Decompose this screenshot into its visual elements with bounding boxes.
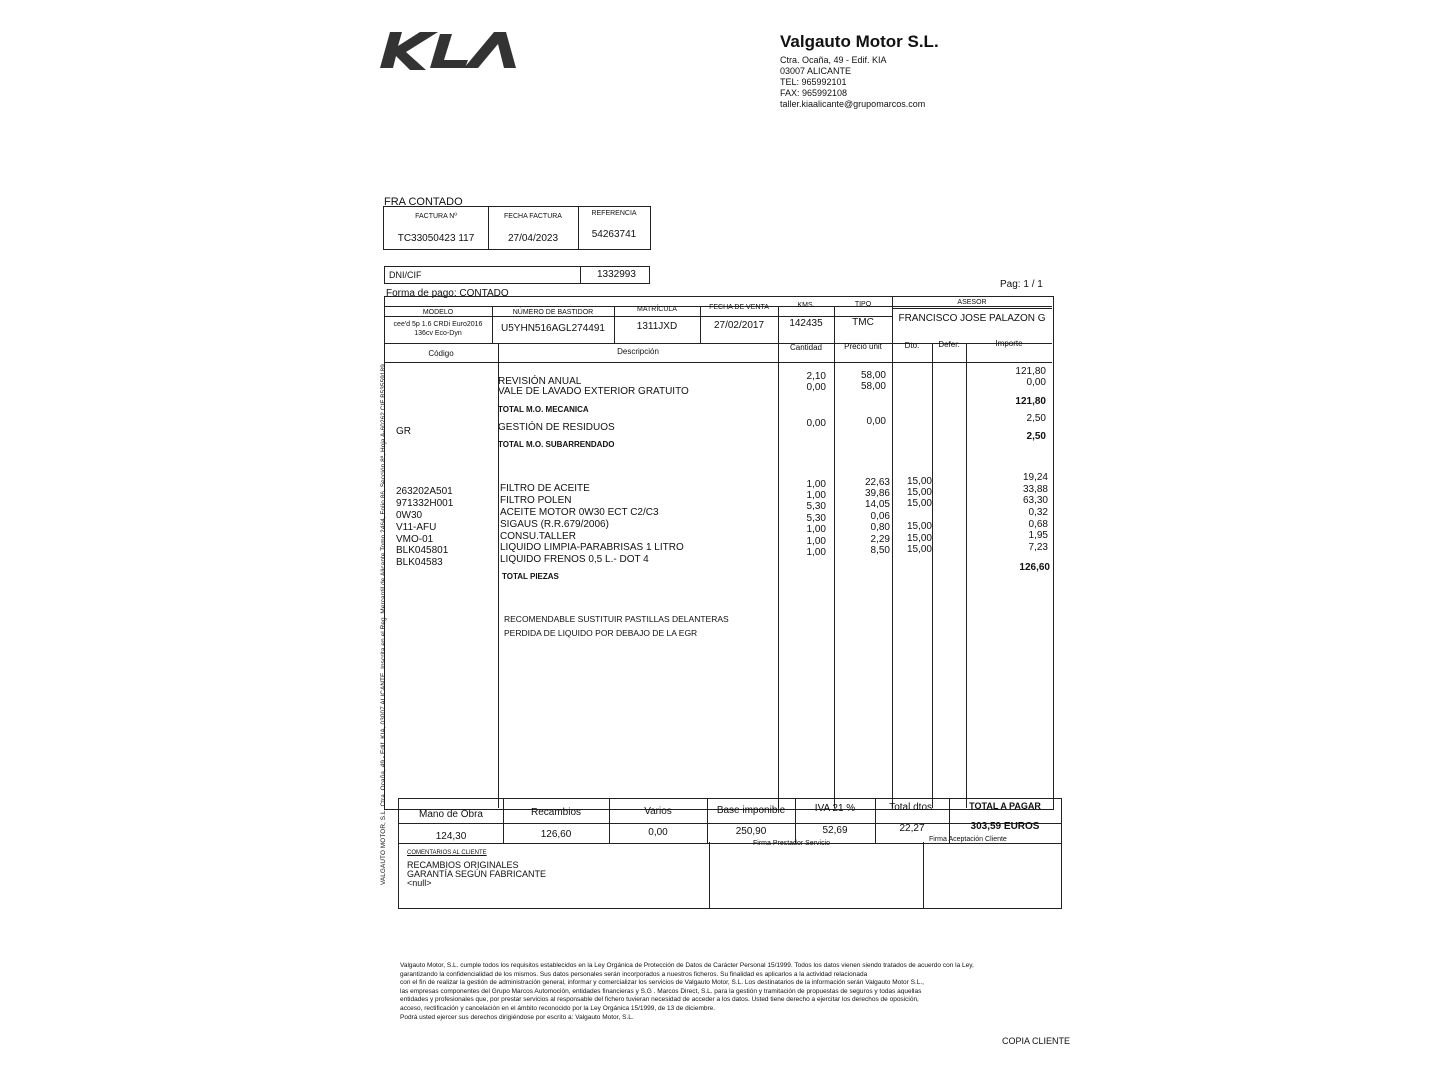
referencia-cell [578, 207, 650, 249]
referencia-label: REFERENCIA [591, 210, 637, 217]
line-description: REVISIÓN ANUAL [498, 376, 582, 387]
dni-separator [580, 267, 581, 283]
fecha-venta-value: 27/02/2017 [713, 320, 765, 331]
line-code: 0W30 [396, 510, 423, 521]
line-discount: 15,00 [906, 533, 932, 544]
legal-line: las empresas componentes del Grupo Marcos Automoción, entidades financieras y S.G . Marcos Direct, S.L. para la gestión y tramitación de propuestas de seguros y todas aquellas [400, 987, 922, 995]
line-price: 0,80 [870, 522, 890, 533]
sub-total: 2,50 [1026, 431, 1046, 442]
legal-line: Valgauto Motor, S.L. cumple todos los requisitos establecidos en la Ley Orgánica de Protección de Datos de Carácter Personal 15/1999. Todos los datos vienen siendo tratados de acuerdo con la Ley, [400, 962, 974, 969]
line-description: ACEITE MOTOR 0W30 ECT C2/C3 [500, 507, 659, 518]
line-price: 39,86 [864, 488, 890, 499]
line-price: 58,00 [860, 381, 886, 392]
matricula-value: 1311JXD [636, 321, 678, 332]
line-amount: 2,50 [1026, 413, 1046, 424]
line-qty: 1,00 [806, 524, 826, 535]
line-amount: 1,95 [1028, 530, 1048, 541]
line-amount: 7,23 [1028, 542, 1048, 553]
kms-value: 142435 [789, 318, 823, 329]
iva-amount: 52,69 [822, 825, 848, 836]
legal-line: entidades y profesionales que, por prestar servicios al responsable del fichero tuvieran necesidad de acceder a los datos. Usted tiene derecho a ejercitar los derechos de oposición, [400, 996, 919, 1004]
total-varios: 0,00 [648, 827, 668, 838]
fecha-value: 27/04/2023 [507, 233, 559, 244]
parts-total: 126,60 [1019, 562, 1050, 573]
line-amount: 0,00 [1026, 377, 1046, 388]
legal-line: Podrá usted ejercer sus derechos dirigiéndose por escrito a: Valgauto Motor, S.L. [400, 1013, 634, 1021]
line-price: 0,00 [866, 416, 886, 427]
invoice-lines-frame [384, 296, 1054, 810]
factura-number: TC33050423 117 [397, 233, 475, 244]
factura-label: FACTURA Nº [415, 213, 457, 220]
line-amount: 121,80 [1015, 366, 1046, 377]
total-varios-label: Varios [644, 806, 672, 817]
line-amount: 33,88 [1022, 484, 1048, 495]
legal-line: con el fin de realizar la gestión de administración general, informar y comercializar los servicios de Valgauto Motor, S.L. Los destinatarios de la información serán Valgauto Motor S.L., [400, 979, 924, 987]
line-price: 8,50 [870, 545, 890, 556]
company-phone: TEL: 965992101 [780, 77, 847, 87]
line-qty: 5,30 [806, 513, 826, 524]
total-a-pagar-label: TOTAL A PAGAR [969, 801, 1041, 811]
divider [892, 308, 1052, 309]
divider [778, 343, 779, 808]
line-description: FILTRO POLEN [500, 495, 572, 506]
divider [709, 842, 710, 908]
matricula-header: MATRÍCULA [637, 306, 677, 313]
mo-total: 121,80 [1015, 396, 1046, 407]
line-code: V11-AFU [396, 522, 437, 533]
mo-total-label: TOTAL M.O. MECANICA [498, 405, 589, 414]
col-precio: Precio unit [844, 342, 882, 351]
company-email: taller.kiaalicante@grupomarcos.com [780, 99, 926, 109]
service-note: RECOMENDABLE SUSTITUIR PASTILLAS DELANTERAS [504, 614, 729, 624]
modelo-header: MODELO [422, 309, 454, 316]
dni-value: 1332993 [597, 269, 636, 280]
line-description: VALE DE LAVADO EXTERIOR GRATUITO [498, 386, 689, 397]
dni-box [384, 266, 650, 284]
divider [384, 316, 892, 317]
col-cantidad: Cantidad [789, 343, 823, 352]
line-qty: 0,00 [806, 418, 826, 429]
line-code: BLK04583 [396, 557, 443, 568]
line-description: SIGAUS (R.R.679/2006) [500, 519, 609, 530]
line-qty: 0,00 [806, 382, 826, 393]
line-description: LIQUIDO LIMPIA-PARABRISAS 1 LITRO [500, 542, 684, 553]
line-description: FILTRO DE ACEITE [500, 483, 590, 494]
line-price: 0,06 [870, 511, 890, 522]
company-name: Valgauto Motor S.L. [780, 32, 939, 51]
tipo-value: TMC [852, 317, 874, 328]
line-discount: 15,00 [906, 476, 932, 487]
line-price: 14,05 [864, 499, 890, 510]
divider [923, 842, 924, 908]
company-address: Ctra. Ocaña, 49 - Edif. KIA [780, 55, 887, 65]
line-code: GR [396, 426, 411, 437]
line-code: VMO-01 [396, 534, 434, 545]
dni-label: DNI/CIF [389, 270, 422, 280]
col-codigo: Código [428, 349, 454, 358]
base-imponible: 250,90 [735, 826, 767, 837]
legal-line: acceso, rectificación y cancelación en el ámbito reconocido por la Ley Orgánica 15/1999, de 13 de diciembre. [400, 1004, 716, 1012]
kms-header: KMS. [797, 302, 815, 309]
line-code: 971332H001 [396, 498, 454, 509]
line-price: 58,00 [860, 370, 886, 381]
bastidor-value: U5YHN516AGL274491 [501, 323, 605, 334]
asesor-header: ASESOR [957, 299, 987, 306]
line-description: GESTIÓN DE RESIDUOS [498, 422, 615, 433]
asesor-value: FRANCISCO JOSE PALAZON G [898, 313, 1046, 324]
invoice-info-box [383, 206, 651, 250]
divider [932, 343, 933, 808]
modelo-value: cee'd 5p 1.6 CRDi Euro2016 [393, 321, 483, 328]
line-qty: 2,10 [806, 371, 826, 382]
divider [892, 343, 893, 808]
line-description: LIQUIDO FRENOS 0,5 L.- DOT 4 [500, 554, 649, 565]
company-city: 03007 ALICANTE [780, 66, 852, 76]
line-discount: 15,00 [906, 498, 932, 509]
line-amount: 0,32 [1028, 507, 1048, 518]
total-mano-obra-label: Mano de Obra [419, 809, 483, 820]
copy-label: COPIA CLIENTE [1002, 1036, 1071, 1046]
factura-cell [384, 207, 489, 249]
line-qty: 1,00 [806, 490, 826, 501]
fecha-label: FECHA FACTURA [504, 213, 562, 220]
total-recambios: 126,60 [540, 829, 572, 840]
total-dtos-label: Total dtos. [889, 802, 935, 813]
service-note: PERDIDA DE LIQUIDO POR DEBAJO DE LA EGR [504, 628, 698, 638]
tipo-header: TIPO [854, 301, 872, 308]
line-description: CONSU.TALLER [500, 531, 576, 542]
firma-cliente: Firma Aceptación Cliente [929, 836, 1007, 843]
kia-logo [376, 28, 520, 76]
firma-prestador: Firma Prestador Servicio [753, 840, 831, 847]
comment-line: RECAMBIOS ORIGINALES [407, 860, 519, 870]
col-descripcion: Descripción [617, 347, 659, 356]
line-qty: 1,00 [806, 547, 826, 558]
page-number: Pag: 1 / 1 [1000, 279, 1043, 290]
line-amount: 63,30 [1022, 495, 1048, 506]
line-price: 2,29 [870, 534, 890, 545]
line-discount: 15,00 [906, 487, 932, 498]
line-qty: 1,00 [806, 536, 826, 547]
payment-method: Forma de pago: CONTADO [386, 288, 509, 299]
base-imponible-label: Base imponible [716, 805, 786, 816]
legal-line: garantizando la confidencialidad de los mismos. Sus datos personales serán incorporados a nuestros ficheros. Su finalidad es aplicarlos a la actividad relacionada [400, 970, 868, 978]
total-dtos: 22,27 [899, 823, 925, 834]
parts-total-label: TOTAL PIEZAS [502, 572, 559, 581]
comment-line: GARANTÍA SEGÚN FABRICANTE [407, 869, 547, 879]
fecha-cell [488, 207, 579, 249]
registry-text: VALGAUTO MOTOR, S.L. Ctra. Ocaña, 49 - Edif. KIA, 03007 ALICANTE. Inscrita en el Reg. Mercantil de Alicante Tomo 2464, Folio 86, Sección 8ª, Hoja A-60262 CIF B53559189 [380, 364, 387, 885]
total-a-pagar: 303,59 EUROS [970, 821, 1040, 832]
line-qty: 1,00 [806, 479, 826, 490]
company-fax: FAX: 965992108 [780, 88, 848, 98]
col-defer: Defer. [938, 340, 960, 349]
modelo-value-2: 136cv Eco-Dyn [414, 330, 462, 337]
comment-line: <null> [407, 878, 432, 888]
fecha-venta-header: FECHA DE VENTA [709, 304, 769, 311]
iva-label: IVA 21 % [814, 803, 856, 814]
total-recambios-label: Recambios [530, 807, 582, 818]
sub-total-label: TOTAL M.O. SUBARRENDADO [498, 440, 615, 449]
col-importe: Importe [995, 339, 1023, 348]
invoice-type: FRA CONTADO [384, 196, 463, 208]
divider [384, 362, 1052, 363]
line-price: 22,63 [864, 477, 890, 488]
comments-label: COMENTARIOS AL CLIENTE [407, 850, 487, 856]
legal-notice [400, 962, 1070, 1022]
total-mano-obra: 124,30 [435, 831, 467, 842]
col-dto: Dto. [904, 341, 920, 350]
bastidor-header: NÚMERO DE BASTIDOR [512, 309, 594, 316]
line-discount: 15,00 [906, 521, 932, 532]
line-code: BLK045801 [396, 545, 449, 556]
divider [834, 343, 835, 808]
line-discount: 15,00 [906, 544, 932, 555]
referencia-value: 54263741 [591, 229, 637, 240]
line-amount: 0,68 [1028, 519, 1048, 530]
line-amount: 19,24 [1022, 472, 1048, 483]
line-code: 263202A501 [396, 486, 453, 497]
line-qty: 5,30 [806, 501, 826, 512]
